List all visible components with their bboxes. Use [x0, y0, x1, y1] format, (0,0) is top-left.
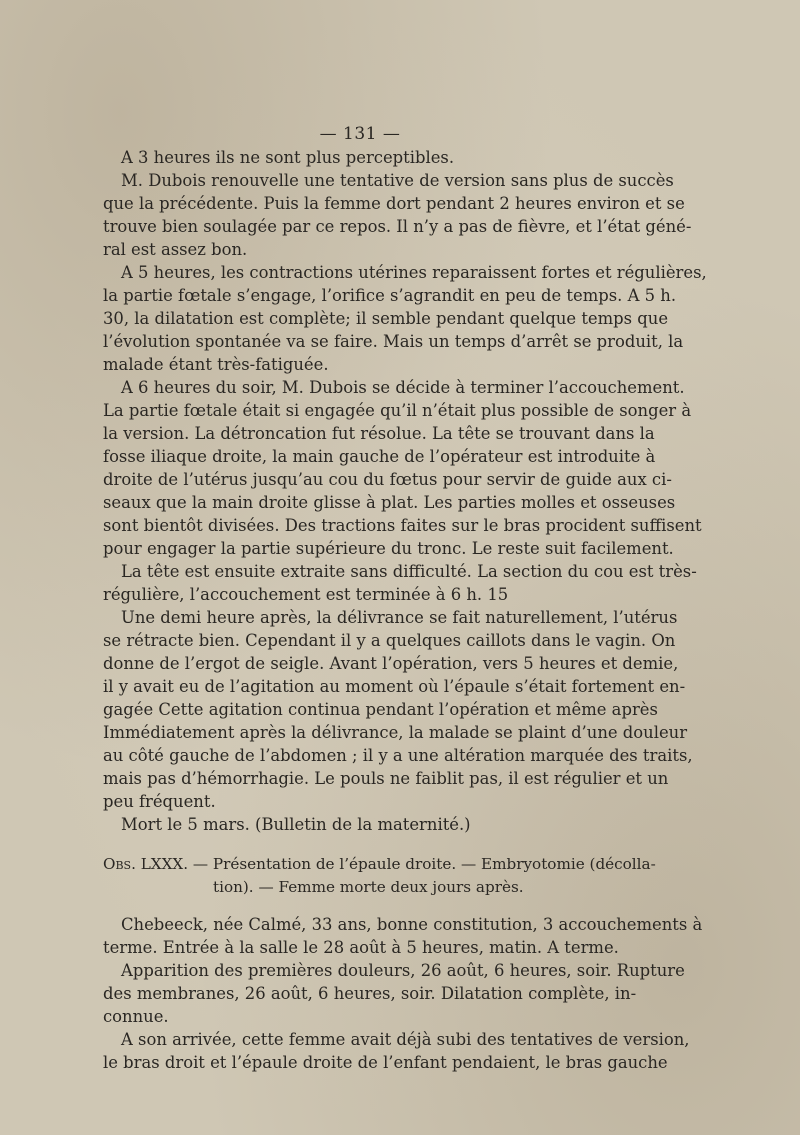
text-line: 30, la dilatation est complète; il semble pendant quelque temps que	[103, 309, 669, 328]
observation-title-continued: tion). — Femme morte deux jours après.	[213, 878, 524, 896]
observation-title: — Présentation de l’épaule droite. — Embryotomie (décolla-	[188, 855, 656, 873]
text-line: la version. La détroncation fut résolue. La tête se trouvant dans la	[103, 424, 655, 443]
text-line: sont bientôt divisées. Des tractions faites sur le bras procident suffisent	[103, 516, 702, 535]
text-line: A 6 heures du soir, M. Dubois se décide à terminer l’accouchement.	[121, 378, 685, 397]
text-line: régulière, l’accouchement est terminée à 6 h. 15	[103, 585, 509, 604]
text-line: Chebeeck, née Calmé, 33 ans, bonne constitution, 3 accouchements à	[121, 915, 703, 934]
text-line: A son arrivée, cette femme avait déjà subi des tentatives de version,	[121, 1030, 690, 1049]
text-line: connue.	[103, 1007, 169, 1026]
text-line: pour engager la partie supérieure du tronc. Le reste suit facilement.	[103, 539, 674, 558]
text-line: ral est assez bon.	[103, 240, 248, 259]
text-line: des membranes, 26 août, 6 heures, soir. Dilatation complète, in-	[103, 984, 637, 1003]
text-line: seaux que la main droite glisse à plat. Les parties molles et osseuses	[103, 493, 676, 512]
text-line: La tête est ensuite extraite sans difficulté. La section du cou est très-	[121, 562, 697, 581]
text-line: peu fréquent.	[103, 792, 216, 811]
text-line: droite de l’utérus jusqu’au cou du fœtus pour servir de guide aux ci-	[103, 470, 672, 489]
text-line: Une demi heure après, la délivrance se fait naturellement, l’utérus	[121, 608, 678, 627]
text-line: terme. Entrée à la salle le 28 août à 5 heures, matin. A terme.	[103, 938, 619, 957]
text-line: Immédiatement après la délivrance, la malade se plaint d’une douleur	[103, 723, 688, 742]
text-line: trouve bien soulagée par ce repos. Il n’y a pas de fièvre, et l’état géné-	[103, 217, 692, 236]
text-line: La partie fœtale était si engagée qu’il n’était plus possible de songer à	[103, 401, 692, 420]
observation-label: Obs. LXXX.	[103, 855, 189, 873]
text-line: A 5 heures, les contractions utérines reparaissent fortes et régulières,	[121, 263, 707, 282]
observation-heading	[103, 853, 656, 876]
text-line: gagée Cette agitation continua pendant l’opération et même après	[103, 700, 658, 719]
text-line: que la précédente. Puis la femme dort pendant 2 heures environ et se	[103, 194, 685, 213]
text-line: au côté gauche de l’abdomen ; il y a une altération marquée des traits,	[103, 746, 693, 765]
text-line: la partie fœtale s’engage, l’orifice s’agrandit en peu de temps. A 5 h.	[103, 286, 677, 305]
text-line: M. Dubois renouvelle une tentative de version sans plus de succès	[121, 171, 674, 190]
text-line: Mort le 5 mars. (Bulletin de la maternité.)	[121, 815, 471, 834]
page-text	[103, 146, 707, 1074]
text-line: fosse iliaque droite, la main gauche de l’opérateur est introduite à	[103, 447, 656, 466]
text-line: mais pas d’hémorrhagie. Le pouls ne faiblit pas, il est régulier et un	[103, 769, 669, 788]
text-line: se rétracte bien. Cependant il y a quelques caillots dans le vagin. On	[103, 631, 676, 650]
text-line: donne de l’ergot de seigle. Avant l’opération, vers 5 heures et demie,	[103, 654, 679, 673]
text-line: le bras droit et l’épaule droite de l’enfant pendaient, le bras gauche	[103, 1053, 668, 1072]
page-number: — 131 —	[319, 124, 401, 144]
text-line: malade étant très-fatiguée.	[103, 355, 329, 374]
text-line: A 3 heures ils ne sont plus perceptibles.	[121, 148, 455, 167]
text-line: il y avait eu de l’agitation au moment où l’épaule s’était fortement en-	[103, 677, 686, 696]
text-line: l’évolution spontanée va se faire. Mais un temps d’arrêt se produit, la	[103, 332, 684, 351]
text-line: Apparition des premières douleurs, 26 août, 6 heures, soir. Rupture	[121, 961, 685, 980]
